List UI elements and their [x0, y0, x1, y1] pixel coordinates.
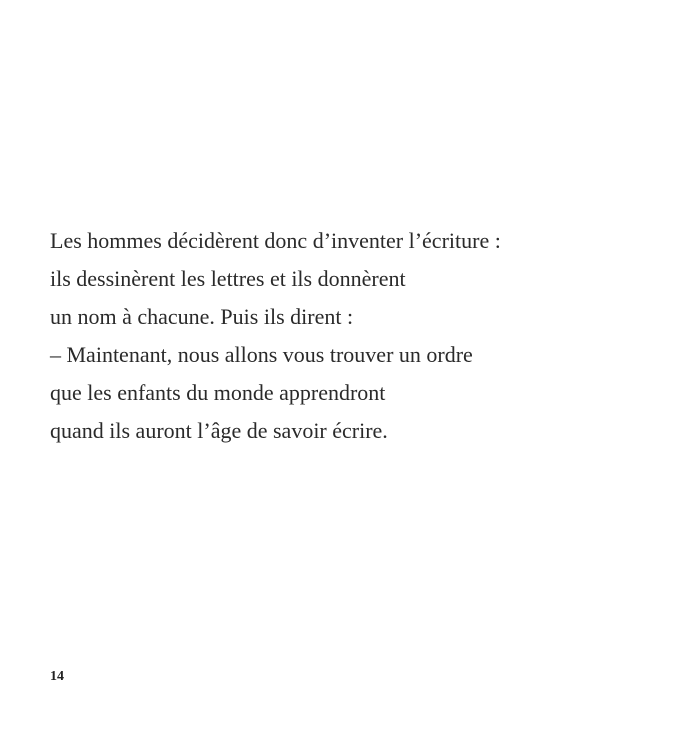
text-line: un nom à chacune. Puis ils dirent : — [50, 304, 354, 329]
text-line: ils dessinèrent les lettres et ils donnèrent — [50, 266, 406, 291]
text-line: quand ils auront l’âge de savoir écrire. — [50, 418, 388, 443]
text-line: Les hommes décidèrent donc d’inventer l’écriture : — [50, 228, 501, 253]
body-text — [50, 222, 501, 450]
text-line: que les enfants du monde apprendront — [50, 380, 386, 405]
page-number: 14 — [50, 669, 64, 684]
text-line: – Maintenant, nous allons vous trouver un ordre — [50, 342, 473, 367]
